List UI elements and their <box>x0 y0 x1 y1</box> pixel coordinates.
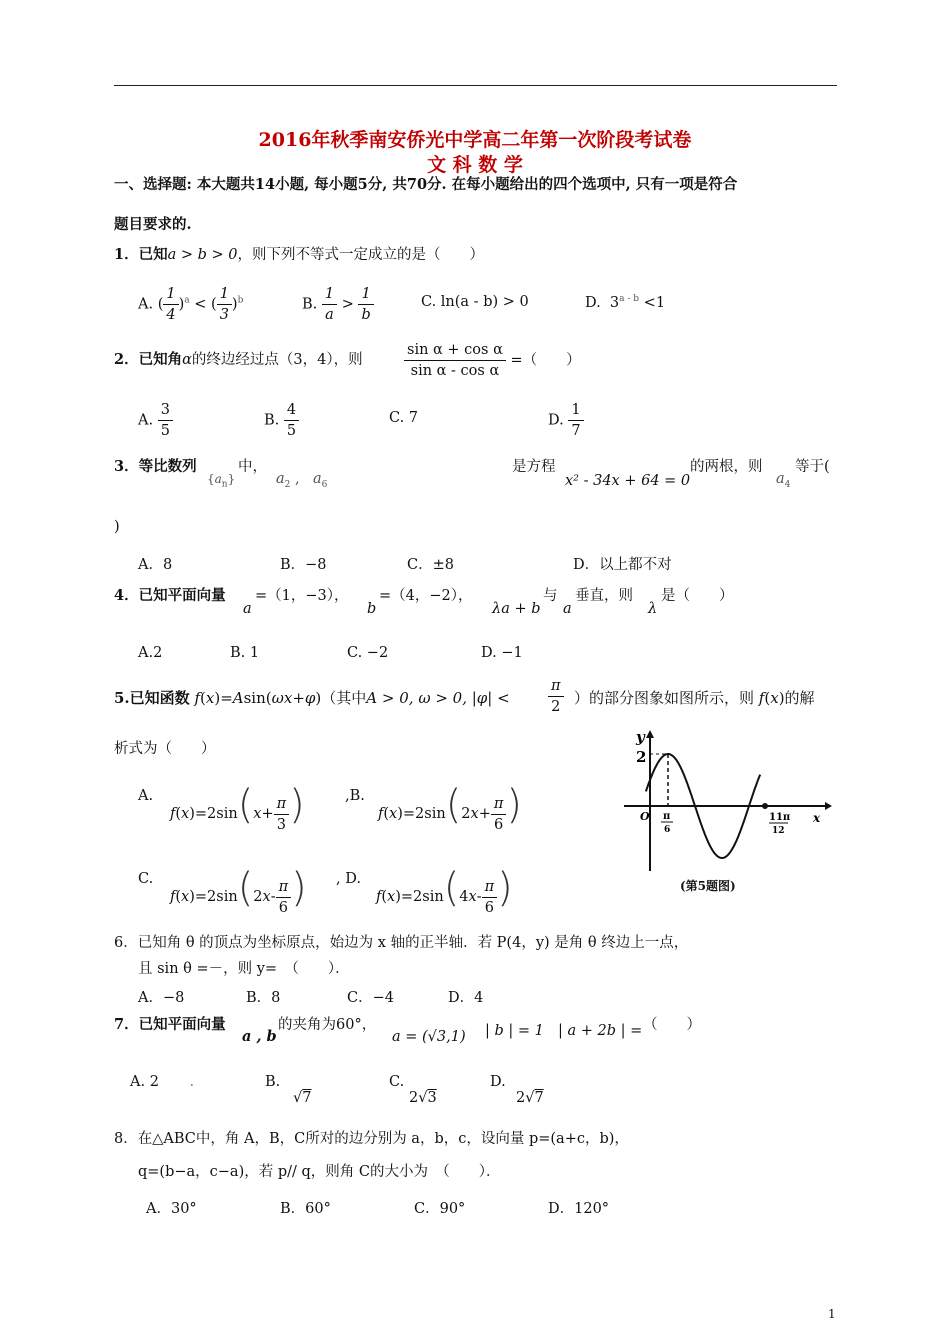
q7-option-c: C. 2√3 <box>389 1074 437 1106</box>
q3-option-a: A．8 <box>138 557 173 573</box>
q7-a-value: a = (√3,1) <box>392 1029 466 1045</box>
q3-mid: 中， <box>238 459 267 475</box>
q4-lambda: λ <box>648 601 658 617</box>
graph-x-label: x <box>813 811 821 825</box>
q8-option-a: A．30° <box>146 1201 197 1217</box>
q3-close: ) <box>114 519 120 535</box>
q7-option-a: A. 2 . <box>130 1074 195 1090</box>
q6-line2: 且 sin θ =－，则 y= （ ）． <box>138 961 350 977</box>
q4-vector-b-symbol: b <box>367 601 377 617</box>
q8-option-c: C．90° <box>414 1201 466 1217</box>
q6-line1: 6．已知角 θ 的顶点为坐标原点，始边为 x 轴的正半轴．若 P(4，y) 是角 θ 终边上一点， <box>114 935 689 951</box>
exam-subtitle: 文 科 数 学 <box>427 154 523 176</box>
q7-b-mag: | b | = 1 <box>485 1023 544 1039</box>
q5-sine-graph <box>618 726 833 876</box>
q3-a2: $a_2$ , <box>276 471 300 490</box>
q4-vector-a-symbol: a <box>243 601 252 617</box>
section-heading-line2: 题目要求的. <box>114 216 192 233</box>
q5-option-a-label: A. <box>138 788 154 804</box>
q5-stem: 5.已知函数 f(x)=Asin(ωx+φ)（其中A > 0, ω > 0, |φ| < <box>114 689 510 707</box>
q2-option-c: C. 7 <box>389 410 419 426</box>
q5-option-c-label: C. <box>138 871 154 887</box>
q3-a4: $a_4$ <box>776 471 791 490</box>
q3-option-c: C．±8 <box>407 557 454 573</box>
q3-mid2: 是方程 <box>512 459 556 475</box>
q7-option-d: D. 2√7 <box>490 1074 544 1106</box>
q3-equation: x² - 34x + 64 = 0 <box>565 473 691 489</box>
q5-option-b-label: ,B. <box>345 788 365 804</box>
q5-option-c: f(x)=2sin(2x- $\frac{\pi}{6}$ ) <box>170 865 307 916</box>
graph-origin: O <box>640 810 650 823</box>
q5-option-a: f(x)=2sin(x+ $\frac{\pi}{3}$ ) <box>170 782 305 833</box>
q2-option-a: A. $\frac{3}{5}$ <box>138 400 173 441</box>
q7-option-b: B. √7 <box>265 1074 312 1106</box>
q6-option-b: B．8 <box>246 990 281 1006</box>
q1-option-a: A. ( $\frac{1}{4}$ )$^a$ < ( $\frac{1}{3}$ )$^b$ <box>138 286 244 323</box>
graph-xtick-1-num: π <box>663 811 671 822</box>
graph-xtick-1-den: 6 <box>664 825 671 835</box>
q3-stem: 3．等比数列 <box>114 458 197 475</box>
q4-vector-a-symbol-2: a <box>563 601 572 617</box>
q5-option-d: f(x)=2sin(4x- $\frac{\pi}{6}$ ) <box>376 865 513 916</box>
q8-line1: 8．在△ABC中，角 A，B，C所对的边分别为 a，b，c，设向量 p=(a+c，b)， <box>114 1131 629 1147</box>
q8-line2: q=(b−a，c−a)，若 p// q，则角 C的大小为 （ ）． <box>138 1164 501 1180</box>
graph-y-arrow <box>646 730 654 738</box>
q4-perp: 垂直，则 <box>575 588 633 604</box>
q4-vector-a: =（1，−3）， <box>255 588 349 604</box>
q6-option-d: D．4 <box>448 990 484 1006</box>
q7-angle: 的夹角为60°， <box>278 1017 377 1033</box>
q4-with: 与 <box>543 588 558 604</box>
q1-stem: 1．已知a > b > 0，则下列不等式一定成立的是（ ） <box>114 246 484 263</box>
q2-option-b: B. $\frac{4}{5}$ <box>264 400 299 441</box>
exam-title: 2016年秋季南安侨光中学高二年第一次阶段考试卷 <box>258 129 692 151</box>
q4-option-c: C. −2 <box>347 645 389 661</box>
q7-stem: 7．已知平面向量 <box>114 1016 226 1033</box>
q1-option-d: D. $3^{a - b} <1$ <box>585 294 666 311</box>
graph-x-arrow <box>825 802 832 810</box>
q3-tail2: 等于( <box>795 459 830 475</box>
q5-tail: ）的部分图象如图所示，则 f(x)的解 <box>574 689 815 707</box>
q4-stem: 4．已知平面向量 <box>114 587 226 604</box>
q7-tail: （ ） <box>643 1017 701 1033</box>
q3-a6: $a_6$ <box>313 471 328 490</box>
q6-option-c: C．−4 <box>347 990 394 1006</box>
q4-option-a: A.2 <box>138 645 163 661</box>
graph-xtick-2-num: 11π <box>769 812 791 823</box>
q1-option-b: B. $\frac{1}{a}$ > $\frac{1}{b}$ <box>302 284 374 325</box>
q5-graph-caption: (第5题图) <box>680 879 736 893</box>
q3-tail: 的两根，则 <box>690 459 763 475</box>
q1-option-c: C. ln(a - b) > 0 <box>421 294 529 310</box>
q5-option-b: f(x)=2sin(2x+ $\frac{\pi}{6}$ ) <box>378 782 523 833</box>
q5-pi-over-2: $\frac{\pi}{2}$ <box>548 676 564 717</box>
graph-y-tick: 2 <box>636 748 647 766</box>
graph-xtick-2-den: 12 <box>772 826 785 836</box>
q3-option-b: B．−8 <box>280 557 327 573</box>
q5-option-d-label: , D. <box>336 871 361 887</box>
section-heading-line1: 一、选择题: 本大题共14小题, 每小题5分, 共70分. 在每小题给出的四个选项中, 只有一项是符合 <box>114 176 738 193</box>
q2-fraction: $\frac{\text{sin α + cos α}}{\text{sin α - cos α}}$ =（ ） <box>404 340 581 381</box>
q4-combination: λa + b <box>492 601 541 617</box>
q3-sequence: $\{a_n\}$ <box>207 472 236 490</box>
q7-vectors: a , b <box>242 1028 277 1045</box>
q3-option-d: D．以上都不对 <box>573 557 672 573</box>
page-number: 1 <box>828 1307 836 1321</box>
q7-ask: | a + 2b | = <box>558 1023 643 1039</box>
q8-option-d: D．120° <box>548 1201 610 1217</box>
q4-option-b: B. 1 <box>230 645 260 661</box>
q4-vector-b: =（4，−2）， <box>379 588 473 604</box>
q2-option-d: D. $\frac{1}{7}$ <box>548 400 584 441</box>
graph-y-label: y <box>636 728 645 746</box>
graph-zero-point <box>762 803 768 809</box>
q4-is: 是（ ） <box>661 588 734 604</box>
header-rule <box>114 85 837 86</box>
q8-option-b: B．60° <box>280 1201 331 1217</box>
q2-stem: 2．已知角α的终边经过点（3，4），则 <box>114 351 363 368</box>
q5-line2: 析式为（ ） <box>114 741 216 757</box>
q4-option-d: D. −1 <box>481 645 523 661</box>
q6-option-a: A．−8 <box>138 990 185 1006</box>
